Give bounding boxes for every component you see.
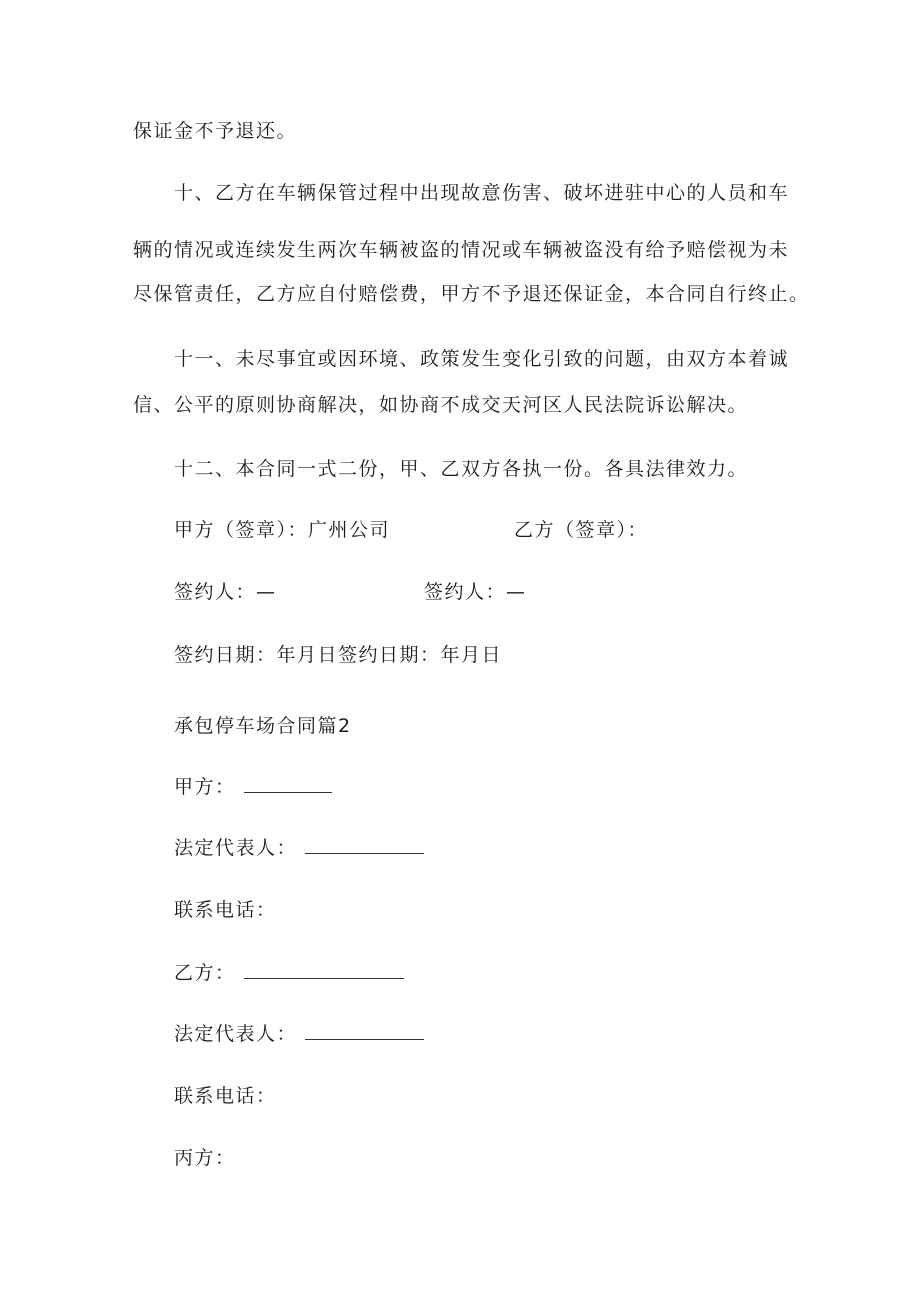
clause-11-line-1: 十一、未尽事宜或因环境、政策发生变化引致的问题，由双方本着诚 — [174, 348, 790, 370]
party-b-row — [174, 960, 404, 986]
phone-a-label: 联系电话： — [174, 899, 277, 921]
legal-rep-a-row — [174, 835, 424, 861]
clause-10-line-3: 尽保管责任，乙方应自付赔偿费，甲方不予退还保证金，本合同自行终止。 — [133, 283, 810, 305]
party-a-seal: 甲方（签章）：广州公司 — [174, 519, 391, 541]
legal-rep-a-label: 法定代表人： — [174, 837, 298, 859]
legal-rep-a-blank — [305, 835, 424, 854]
party-b-label: 乙方： — [174, 962, 236, 984]
section-2-title: 承包停车场合同篇2 — [174, 715, 352, 737]
party-b-blank — [244, 960, 404, 979]
legal-rep-b-blank — [305, 1021, 424, 1040]
party-b-seal: 乙方（签章）： — [514, 519, 649, 541]
legal-rep-b-label: 法定代表人： — [174, 1023, 298, 1045]
clause-12: 十二、本合同一式二份，甲、乙双方各执一份。各具法律效力。 — [174, 458, 749, 480]
party-c-label: 丙方： — [174, 1147, 236, 1169]
signer-b: 签约人：— — [424, 581, 527, 603]
signer-a: 签约人：— — [174, 581, 277, 603]
party-a-label: 甲方： — [174, 776, 236, 798]
clause-10-line-2: 辆的情况或连续发生两次车辆被盗的情况或车辆被盗没有给予赔偿视为未 — [133, 239, 790, 261]
party-a-blank — [244, 774, 332, 793]
party-a-row — [174, 774, 332, 800]
signing-dates: 签约日期：年月日签约日期：年月日 — [174, 644, 503, 666]
clause-10-line-1: 十、乙方在车辆保管过程中出现故意伤害、破坏进驻中心的人员和车 — [174, 182, 790, 204]
phone-b-label: 联系电话： — [174, 1085, 277, 1107]
paragraph-line: 保证金不予退还。 — [133, 120, 298, 142]
legal-rep-b-row — [174, 1021, 424, 1047]
clause-11-line-2: 信、公平的原则协商解决，如协商不成交天河区人民法院诉讼解决。 — [133, 394, 749, 416]
